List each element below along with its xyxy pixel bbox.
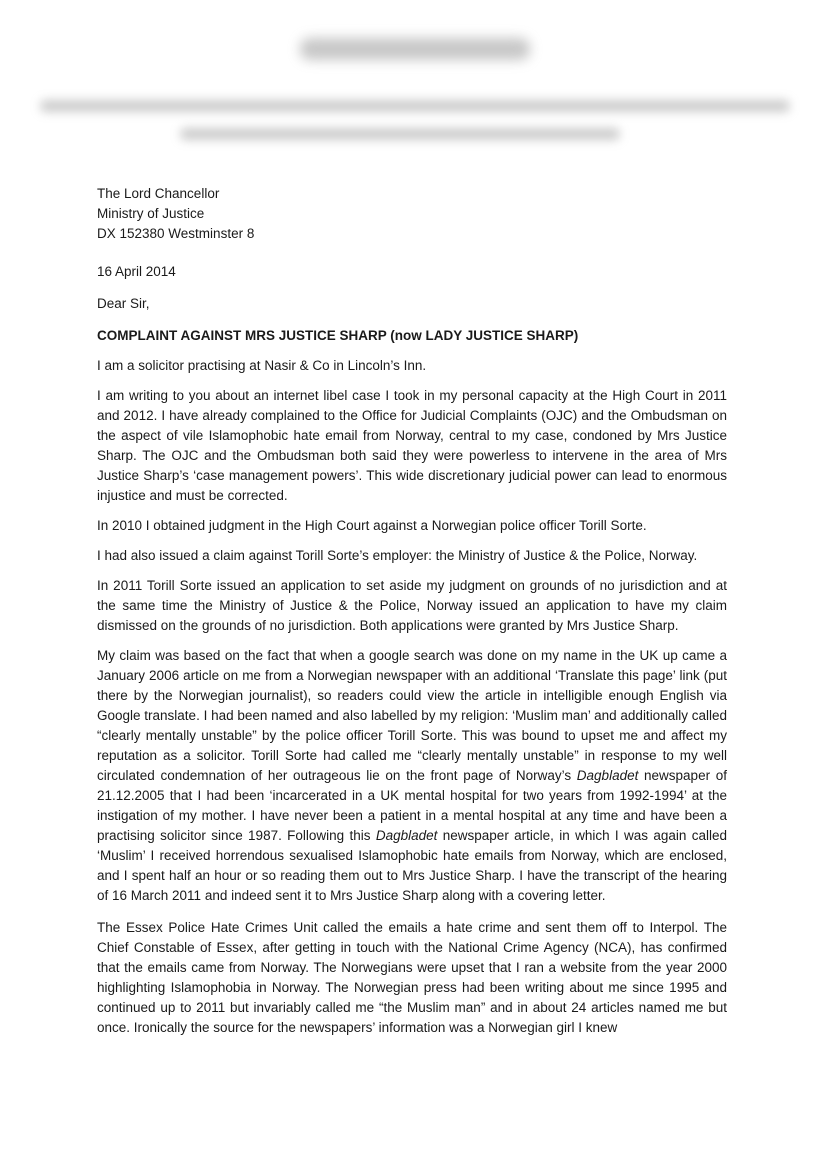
redacted-title <box>300 38 530 60</box>
letter-body <box>97 184 727 1038</box>
paragraph-text: newspaper article, in which I was again called ‘Muslim’ I received horrendous sexualised Islamophobic hate emails from Norway, which are enclosed, and I spent half an hour or so reading them out to Mrs Justice Sharp. I have the transcript of the hearing of 16 March 2011 and indeed sent it to Mrs Justice Sharp along with a covering letter. <box>97 828 727 903</box>
newspaper-name: Dagbladet <box>375 828 438 843</box>
paragraph: I had also issued a claim against Torill Sorte’s employer: the Ministry of Justice & the Police, Norway. <box>97 548 698 563</box>
paragraph <box>97 646 727 906</box>
redacted-line <box>180 128 620 140</box>
paragraph: I am writing to you about an internet libel case I took in my personal capacity at the High Court in 2011 and 2012. I have already complained to the Office for Judicial Complaints (OJC) and the Ombudsman on the aspect of vile Islamophobic hate email from Norway, central to my case, condoned by Mrs Justice Sharp. The OJC and the Ombudsman both said they were powerless to intervene in the area of Mrs Justice Sharp’s ‘case management powers’. This wide discretionary judicial power can lead to enormous injustice and must be corrected. <box>97 388 727 503</box>
redacted-letterhead <box>0 0 827 170</box>
newspaper-name: Dagbladet <box>576 768 639 783</box>
paragraph: In 2011 Torill Sorte issued an application to set aside my judgment on grounds of no jurisdiction and at the same time the Ministry of Justice & the Police, Norway issued an application to have my claim dismissed on the grounds of no jurisdiction. Both applications were granted by Mrs Justice Sharp. <box>97 578 727 633</box>
letter-date: 16 April 2014 <box>97 264 176 279</box>
address-line: Ministry of Justice <box>97 206 205 221</box>
paragraph: I am a solicitor practising at Nasir & Co in Lincoln’s Inn. <box>97 358 427 373</box>
redacted-line <box>40 100 790 112</box>
salutation: Dear Sir, <box>97 296 150 311</box>
recipient-address <box>97 184 727 244</box>
paragraph: The Essex Police Hate Crimes Unit called the emails a hate crime and sent them off to Interpol. The Chief Constable of Essex, after getting in touch with the National Crime Agency (NCA), has confirmed that the emails came from Norway. The Norwegians were upset that I ran a website from the year 2000 highlighting Islamophobia in Norway. The Norwegian press had been writing about me since 1995 and continued up to 2011 but invariably called me “the Muslim man” and in about 24 articles named me but once. Ironically the source for the newspapers’ information was a Norwegian girl I knew <box>97 920 727 1035</box>
paragraph: In 2010 I obtained judgment in the High Court against a Norwegian police officer Torill Sorte. <box>97 518 647 533</box>
paragraph-text: My claim was based on the fact that when a google search was done on my name in the UK up came a January 2006 article on me from a Norwegian newspaper with an additional ‘Translate this page’ link (put there by the Norwegian journalist), so readers could view the article in intelligible enough English via Google translate. I had been named and also labelled by my religion: ‘Muslim man’ and additionally called “clearly mentally unstable” by the police officer Torill Sorte. This was bound to upset me and affect my reputation as a solicitor. Torill Sorte had called me “clearly mentally unstable” in response to my well circulated condemnation of her outrageous lie on the front page of Norway’s <box>97 648 727 783</box>
address-line: DX 152380 Westminster 8 <box>97 226 255 241</box>
paragraph-text: newspaper of 21.12.2005 that I had been ‘incarcerated in a UK mental hospital for two years from 1992-1994’ at the instigation of my mother. I have never been a patient in a mental hospital at any time and have been a practising solicitor since 1987. Following this <box>97 768 727 843</box>
address-line: The Lord Chancellor <box>97 186 220 201</box>
subject-heading: COMPLAINT AGAINST MRS JUSTICE SHARP (now LADY JUSTICE SHARP) <box>97 328 579 343</box>
